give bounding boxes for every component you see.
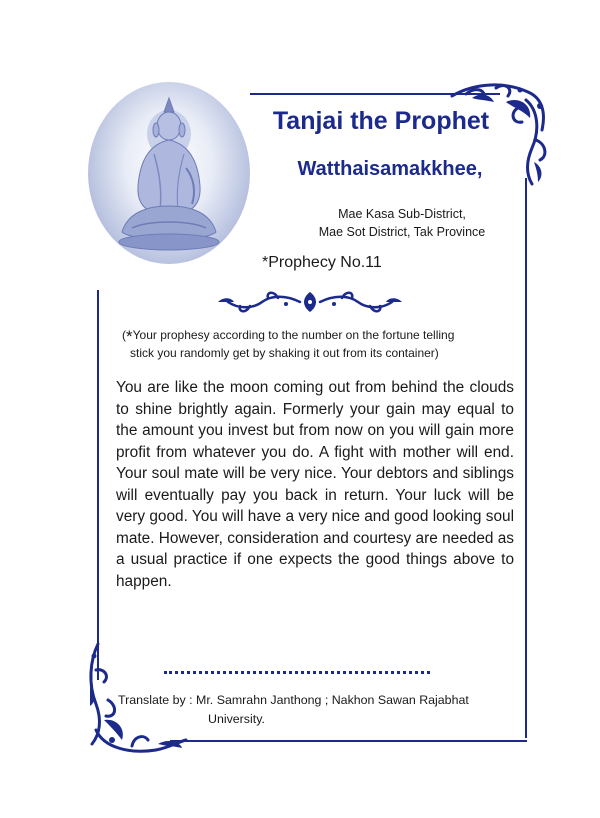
note-line-1-text: Your prophesy according to the number on the fortune telling bbox=[132, 328, 455, 342]
prophecy-body: You are like the moon coming out from behind the clouds to shine brightly again. Formerly your gain may equal to the amount you invest but from now on you will gain more profit from whatever you do. A fight with mother will end. Your soul mate will be very nice. Your debtors and siblings will eventually pay you back in return. Your luck will be very good. You will have a very nice and good looking soul mate. However, consideration and courtesy are needed as a usual practice if one expects the good things above to happen. bbox=[116, 379, 514, 590]
page-title: Tanjai the Prophet bbox=[272, 107, 490, 135]
buddha-image bbox=[88, 82, 250, 264]
frame-right-line bbox=[525, 178, 527, 738]
frame-bottom-line bbox=[170, 740, 527, 742]
note-line-1 bbox=[122, 327, 454, 347]
translator-credit: Translate by : Mr. Samrahn Janthong ; Nakhon Sawan Rajabhat bbox=[118, 693, 469, 707]
center-ornament bbox=[214, 288, 406, 316]
address-line-2: Mae Sot District, Tak Province bbox=[318, 225, 486, 239]
prophecy-number: *Prophecy No.11 bbox=[262, 254, 382, 271]
note-star: * bbox=[126, 327, 133, 346]
note-line-2: stick you randomly get by shaking it out from its container) bbox=[130, 346, 439, 360]
dotted-divider bbox=[164, 671, 430, 674]
note-open-paren: ( bbox=[122, 328, 126, 342]
frame-left-line bbox=[97, 290, 99, 680]
translator-university: University. bbox=[208, 712, 265, 726]
temple-name: Watthaisamakkhee, bbox=[297, 158, 483, 180]
address-line-1: Mae Kasa Sub-District, bbox=[338, 207, 466, 221]
buddha-medallion bbox=[88, 82, 250, 264]
